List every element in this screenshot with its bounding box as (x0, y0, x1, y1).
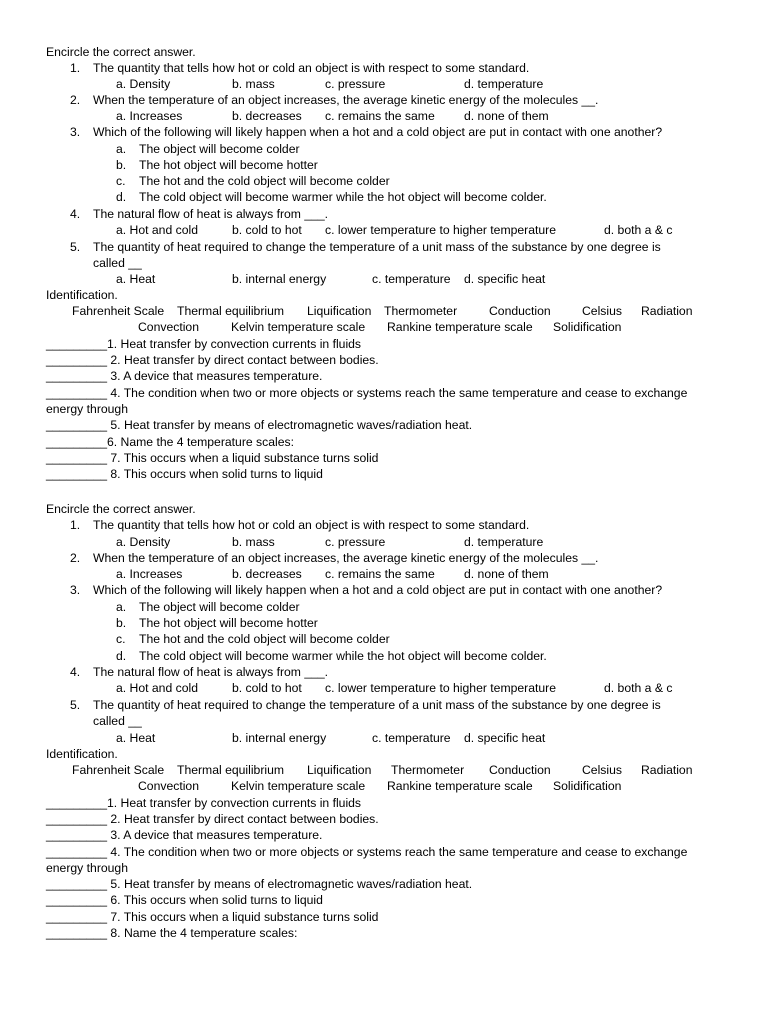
identification-item[interactable]: _________ 5. Heat transfer by means of electromagnetic waves/radiation heat. (46, 877, 473, 891)
identification-item[interactable]: _________ 3. A device that measures temperature. (46, 369, 323, 383)
word-bank-term: Fahrenheit Scale (72, 763, 165, 777)
choice-d[interactable]: d. temperature (464, 535, 544, 549)
choice-d[interactable]: d. both a & c (604, 681, 673, 695)
choice-letter-d: d. (116, 649, 127, 663)
choice-letter-b: b. (116, 158, 127, 172)
choice-a[interactable]: a. Increases (116, 567, 183, 581)
choice-letter-c: c. (116, 174, 126, 188)
word-bank-term: Rankine temperature scale (387, 320, 533, 334)
word-bank-term: Solidification (553, 779, 622, 793)
choice-letter-a: a. (116, 142, 127, 156)
identification-item[interactable]: _________ 8. Name the 4 temperature scales: (46, 926, 298, 940)
question-text: The natural flow of heat is always from ___. (93, 665, 329, 679)
choice-a[interactable]: a. Hot and cold (116, 223, 198, 237)
identification-heading: Identification. (46, 747, 118, 761)
question-number: 5. (70, 240, 81, 254)
choice-a[interactable]: The object will become colder (139, 142, 300, 156)
question-text: When the temperature of an object increases, the average kinetic energy of the molecules __. (93, 551, 599, 565)
choice-c[interactable]: c. lower temperature to higher temperature (325, 223, 556, 237)
choice-a[interactable]: a. Heat (116, 272, 156, 286)
choice-letter-b: b. (116, 616, 127, 630)
question-number: 2. (70, 551, 81, 565)
identification-item[interactable]: _________ 6. This occurs when solid turns to liquid (46, 893, 323, 907)
choice-d[interactable]: d. specific heat (464, 731, 546, 745)
choice-d[interactable]: d. specific heat (464, 272, 546, 286)
word-bank-term: Celsius (582, 304, 622, 318)
question-text: The natural flow of heat is always from ___. (93, 207, 329, 221)
choice-c[interactable]: c. pressure (325, 77, 386, 91)
identification-item[interactable]: _________1. Heat transfer by convection currents in fluids (46, 796, 362, 810)
choice-b[interactable]: b. cold to hot (232, 223, 302, 237)
choice-b[interactable]: b. decreases (232, 567, 302, 581)
identification-item-continued: energy through (46, 861, 128, 875)
choice-d[interactable]: d. none of them (464, 567, 549, 581)
choice-b[interactable]: The hot object will become hotter (139, 616, 318, 630)
choice-a[interactable]: a. Density (116, 77, 171, 91)
choice-b[interactable]: b. internal energy (232, 272, 327, 286)
word-bank (0, 303, 768, 335)
identification-item[interactable]: _________ 4. The condition when two or more objects or systems reach the same temperature and cease to exchange (46, 386, 688, 400)
word-bank-term: Liquification (307, 763, 372, 777)
question-text-continued: called __ (93, 256, 142, 270)
word-bank-term: Thermal equilibrium (177, 763, 285, 777)
question-number: 1. (70, 518, 81, 532)
choice-c[interactable]: The hot and the cold object will become colder (139, 632, 390, 646)
choice-d[interactable]: The cold object will become warmer while the hot object will become colder. (139, 190, 547, 204)
question-number: 3. (70, 583, 81, 597)
word-bank-term: Kelvin temperature scale (231, 779, 366, 793)
word-bank-term: Thermometer (391, 763, 465, 777)
word-bank-term: Thermal equilibrium (177, 304, 285, 318)
choice-c[interactable]: c. pressure (325, 535, 386, 549)
question-text: Which of the following will likely happen when a hot and a cold object are put in contact with one another? (93, 583, 663, 597)
word-bank-term: Rankine temperature scale (387, 779, 533, 793)
identification-item[interactable]: _________6. Name the 4 temperature scales: (46, 435, 294, 449)
choice-letter-a: a. (116, 600, 127, 614)
word-bank-term: Solidification (553, 320, 622, 334)
question-number: 3. (70, 125, 81, 139)
choice-letter-d: d. (116, 190, 127, 204)
identification-item[interactable]: _________ 7. This occurs when a liquid substance turns solid (46, 451, 379, 465)
question-number: 4. (70, 207, 81, 221)
question-number: 5. (70, 698, 81, 712)
choice-c[interactable]: c. temperature (372, 731, 451, 745)
question-text: The quantity of heat required to change the temperature of a unit mass of the substance by one degree is (93, 698, 661, 712)
identification-item[interactable]: _________ 2. Heat transfer by direct contact between bodies. (46, 353, 379, 367)
choice-d[interactable]: d. temperature (464, 77, 544, 91)
choice-b[interactable]: The hot object will become hotter (139, 158, 318, 172)
question-text: The quantity that tells how hot or cold an object is with respect to some standard. (93, 518, 530, 532)
question-text: Which of the following will likely happen when a hot and a cold object are put in contact with one another? (93, 125, 663, 139)
question-number: 1. (70, 61, 81, 75)
word-bank-term: Fahrenheit Scale (72, 304, 165, 318)
mc-heading: Encircle the correct answer. (46, 45, 196, 59)
identification-item[interactable]: _________ 4. The condition when two or more objects or systems reach the same temperature and cease to exchange (46, 845, 688, 859)
identification-item[interactable]: _________1. Heat transfer by convection currents in fluids (46, 337, 362, 351)
identification-item[interactable]: _________ 8. This occurs when solid turns to liquid (46, 467, 323, 481)
identification-item[interactable]: _________ 7. This occurs when a liquid substance turns solid (46, 910, 379, 924)
choice-b[interactable]: b. mass (232, 535, 275, 549)
choice-d[interactable]: The cold object will become warmer while the hot object will become colder. (139, 649, 547, 663)
choice-c[interactable]: c. remains the same (325, 109, 435, 123)
choice-b[interactable]: b. decreases (232, 109, 302, 123)
question-text: When the temperature of an object increases, the average kinetic energy of the molecules __. (93, 93, 599, 107)
choice-c[interactable]: The hot and the cold object will become colder (139, 174, 390, 188)
choice-d[interactable]: d. both a & c (604, 223, 673, 237)
mc-heading: Encircle the correct answer. (46, 502, 196, 516)
choice-d[interactable]: d. none of them (464, 109, 549, 123)
choice-a[interactable]: a. Increases (116, 109, 183, 123)
choice-a[interactable]: a. Density (116, 535, 171, 549)
word-bank-term: Radiation (641, 763, 693, 777)
choice-letter-c: c. (116, 632, 126, 646)
choice-a[interactable]: The object will become colder (139, 600, 300, 614)
word-bank-term: Conduction (489, 763, 551, 777)
identification-item[interactable]: _________ 5. Heat transfer by means of electromagnetic waves/radiation heat. (46, 418, 473, 432)
question-text: The quantity of heat required to change the temperature of a unit mass of the substance by one degree is (93, 240, 661, 254)
choice-c[interactable]: c. remains the same (325, 567, 435, 581)
choice-c[interactable]: c. temperature (372, 272, 451, 286)
word-bank-term: Convection (138, 779, 199, 793)
word-bank-term: Thermometer (384, 304, 458, 318)
word-bank-term: Kelvin temperature scale (231, 320, 366, 334)
identification-item[interactable]: _________ 2. Heat transfer by direct contact between bodies. (46, 812, 379, 826)
word-bank-term: Celsius (582, 763, 622, 777)
choice-a[interactable]: a. Heat (116, 731, 156, 745)
word-bank-term: Liquification (307, 304, 372, 318)
choice-b[interactable]: b. internal energy (232, 731, 327, 745)
question-number: 4. (70, 665, 81, 679)
choice-a[interactable]: a. Hot and cold (116, 681, 198, 695)
word-bank (0, 762, 768, 794)
choice-b[interactable]: b. cold to hot (232, 681, 302, 695)
word-bank-term: Radiation (641, 304, 693, 318)
question-text-continued: called __ (93, 714, 142, 728)
question-text: The quantity that tells how hot or cold an object is with respect to some standard. (93, 61, 530, 75)
identification-item[interactable]: _________ 3. A device that measures temperature. (46, 828, 323, 842)
choice-c[interactable]: c. lower temperature to higher temperature (325, 681, 556, 695)
word-bank-term: Conduction (489, 304, 551, 318)
identification-item-continued: energy through (46, 402, 128, 416)
identification-heading: Identification. (46, 288, 118, 302)
question-number: 2. (70, 93, 81, 107)
choice-b[interactable]: b. mass (232, 77, 275, 91)
word-bank-term: Convection (138, 320, 199, 334)
